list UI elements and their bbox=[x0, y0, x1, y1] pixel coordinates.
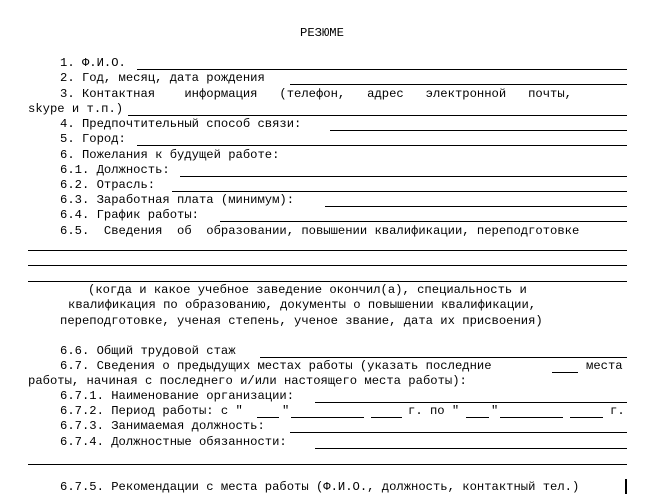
period-year-label: г. bbox=[610, 404, 625, 418]
label-schedule: 6.4. График работы: bbox=[60, 208, 199, 222]
field-period-from-year[interactable] bbox=[371, 417, 402, 418]
field-fio[interactable] bbox=[137, 69, 627, 70]
field-period-from-month[interactable] bbox=[291, 417, 364, 418]
label-comm: 4. Предпочтительный способ связи: bbox=[60, 117, 302, 131]
field-industry[interactable] bbox=[172, 191, 627, 192]
field-org-name[interactable] bbox=[315, 402, 627, 403]
label-experience: 6.6. Общий трудовой стаж bbox=[60, 344, 236, 358]
period-quote-2: " bbox=[491, 404, 499, 418]
field-experience[interactable] bbox=[260, 357, 627, 358]
field-duties-2[interactable] bbox=[28, 464, 627, 465]
label-fio: 1. Ф.И.О. bbox=[60, 56, 126, 70]
field-duties-1[interactable] bbox=[315, 448, 627, 449]
period-quote-1: " bbox=[282, 404, 290, 418]
label-position: 6.1. Должность: bbox=[60, 163, 170, 177]
field-position[interactable] bbox=[180, 176, 627, 177]
label-contact: 3. Контактная информация (телефон, адрес электронной почты, bbox=[60, 87, 572, 101]
label-contact-cont: skype и т.п.) bbox=[28, 102, 124, 116]
field-period-from-day[interactable] bbox=[257, 417, 279, 418]
field-prev-jobs-count[interactable] bbox=[552, 372, 578, 373]
label-education: 6.5. Сведения об образовании, повышении квалификации, переподготовке bbox=[60, 224, 580, 238]
field-salary[interactable] bbox=[325, 206, 627, 207]
field-education-2[interactable] bbox=[28, 265, 627, 266]
education-note-1: (когда и какое учебное заведение окончил(а), специальность и bbox=[88, 283, 527, 297]
education-note-2: квалификация по образованию, документы о повышении квалификации, bbox=[68, 298, 537, 312]
field-period-to-year[interactable] bbox=[570, 417, 603, 418]
field-education-1[interactable] bbox=[28, 250, 627, 251]
field-city[interactable] bbox=[137, 145, 627, 146]
label-prev-jobs-cont: работы, начиная с последнего и/или настоящего места работы): bbox=[28, 374, 467, 388]
label-prev-jobs: 6.7. Сведения о предыдущих местах работы (указать последние bbox=[60, 359, 492, 373]
field-period-to-day[interactable] bbox=[466, 417, 489, 418]
field-comm[interactable] bbox=[330, 130, 627, 131]
label-duties: 6.7.4. Должностные обязанности: bbox=[60, 435, 287, 449]
text-cursor bbox=[625, 479, 627, 494]
field-job-title[interactable] bbox=[290, 432, 627, 433]
field-contact[interactable] bbox=[128, 115, 627, 116]
label-birth: 2. Год, месяц, дата рождения bbox=[60, 71, 265, 85]
label-wishes: 6. Пожелания к будущей работе: bbox=[60, 148, 280, 162]
field-period-to-month[interactable] bbox=[500, 417, 563, 418]
field-education-3[interactable] bbox=[28, 281, 627, 282]
label-city: 5. Город: bbox=[60, 132, 126, 146]
label-salary: 6.3. Заработная плата (минимум): bbox=[60, 193, 295, 207]
page-title: РЕЗЮМЕ bbox=[300, 26, 344, 40]
field-birth[interactable] bbox=[290, 84, 627, 85]
label-industry: 6.2. Отрасль: bbox=[60, 178, 156, 192]
label-job-title: 6.7.3. Занимаемая должность: bbox=[60, 419, 265, 433]
label-references: 6.7.5. Рекомендации с места работы (Ф.И.О., должность, контактный тел.) bbox=[60, 480, 580, 494]
label-org-name: 6.7.1. Наименование организации: bbox=[60, 389, 295, 403]
education-note-3: переподготовке, ученая степень, ученое звание, дата их присвоения) bbox=[60, 314, 543, 328]
label-prev-jobs-tail: места bbox=[586, 359, 623, 373]
label-period: 6.7.2. Период работы: с " bbox=[60, 404, 243, 418]
period-to-label: г. по " bbox=[408, 404, 460, 418]
field-schedule[interactable] bbox=[220, 221, 627, 222]
